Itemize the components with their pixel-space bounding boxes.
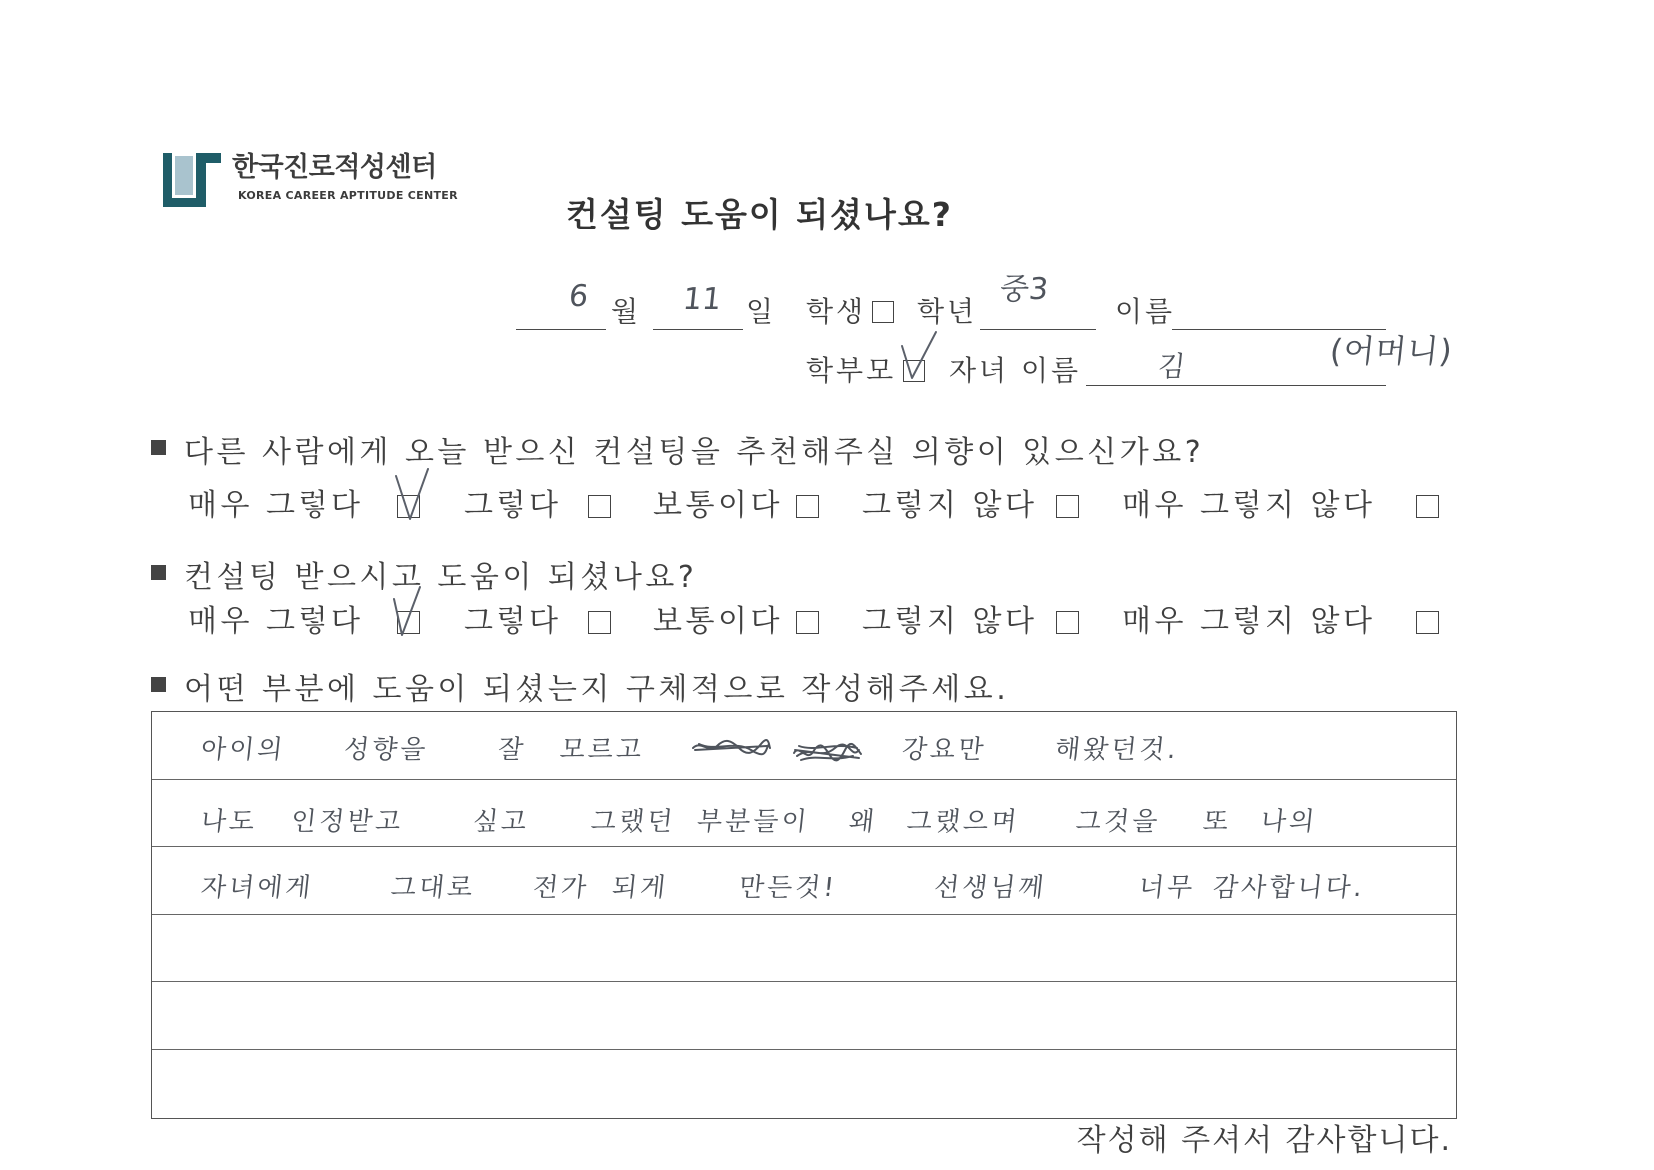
parent-checkbox[interactable] <box>903 360 925 382</box>
crossed-out-scribble <box>791 742 863 764</box>
response-line-5[interactable] <box>152 982 1456 1050</box>
child-name-label: 자녀 이름 <box>949 354 1082 387</box>
free-response-box[interactable] <box>151 711 1457 1119</box>
handwritten-word: 아이의 <box>199 735 287 765</box>
q1-agree-checkbox[interactable] <box>588 495 611 518</box>
check-mark-icon <box>388 461 438 531</box>
option-label: 그렇다 <box>464 604 562 639</box>
q1-disagree-checkbox[interactable] <box>1056 495 1079 518</box>
response-line-3[interactable] <box>152 847 1456 915</box>
center-logo-icon <box>163 153 221 207</box>
check-mark-icon <box>388 577 438 647</box>
q1-neutral-checkbox[interactable] <box>796 495 819 518</box>
q2-disagree-checkbox[interactable] <box>1056 611 1079 634</box>
handwritten-word: 나도 <box>199 806 259 837</box>
day-field[interactable] <box>653 282 743 330</box>
free-response-prompt: 어떤 부분에 도움이 되셨는지 구체적으로 작성해주세요. <box>184 672 1010 707</box>
grade-field[interactable] <box>980 272 1096 330</box>
handwritten-word: 나의 <box>1259 806 1319 837</box>
handwritten-word: 왜 <box>847 806 879 837</box>
handwritten-word: 잘 <box>496 735 528 765</box>
option-label: 매우 그렇다 <box>188 604 364 639</box>
student-label: 학생 <box>806 295 867 328</box>
handwritten-word: 되게 <box>610 873 670 903</box>
logo-name-korean: 한국진로적성센터 <box>232 152 437 183</box>
option-label: 그렇지 않다 <box>862 604 1038 639</box>
option-label: 그렇다 <box>464 488 562 523</box>
handwritten-word: 해왔던것. <box>1053 735 1181 765</box>
q1-very-agree-checkbox[interactable] <box>397 495 420 518</box>
handwritten-word: 모르고 <box>558 735 646 765</box>
handwritten-word: 인정받고 <box>289 806 406 837</box>
response-line-4[interactable] <box>152 915 1456 983</box>
question-1-text: 다른 사람에게 오늘 받으신 컨설팅을 추천해주실 의향이 있으신가요? <box>184 435 1205 470</box>
crossed-out-scribble <box>691 738 771 758</box>
day-label: 일 <box>746 295 777 328</box>
bullet-square-icon <box>151 565 166 580</box>
month-field[interactable] <box>516 279 606 330</box>
response-line-2[interactable] <box>152 780 1456 848</box>
option-label: 매우 그렇지 않다 <box>1122 488 1376 523</box>
handwritten-word: 또 <box>1201 806 1233 837</box>
handwritten-word: 성향을 <box>342 735 430 765</box>
form-title: 컨설팅 도움이 되셨나요? <box>566 195 953 234</box>
handwritten-word: 그것을 <box>1074 806 1162 837</box>
option-label: 매우 그렇다 <box>188 488 364 523</box>
handwritten-word: 부분들이 <box>695 806 812 837</box>
q2-very-agree-checkbox[interactable] <box>397 611 420 634</box>
handwritten-word: 강요만 <box>900 735 988 765</box>
month-label: 월 <box>611 295 642 328</box>
handwritten-word: 전가 <box>531 873 591 903</box>
bullet-square-icon <box>151 440 166 455</box>
question-2-text: 컨설팅 받으시고 도움이 되셨나요? <box>184 560 698 595</box>
handwritten-word: 그대로 <box>389 873 477 903</box>
check-mark-icon <box>894 326 944 396</box>
parent-label: 학부모 <box>806 354 897 387</box>
name-label: 이름 <box>1115 295 1176 328</box>
handwritten-word: 그랬으며 <box>905 806 1022 837</box>
relation-note: (어머니) <box>1328 332 1455 370</box>
response-line-1[interactable] <box>152 712 1456 780</box>
grade-value: 중3 <box>998 272 1050 307</box>
q1-very-disagree-checkbox[interactable] <box>1416 495 1439 518</box>
handwritten-word: 싶고 <box>471 806 531 837</box>
name-field[interactable] <box>1172 298 1386 330</box>
q2-agree-checkbox[interactable] <box>588 611 611 634</box>
month-value: 6 <box>567 279 590 314</box>
option-label: 매우 그렇지 않다 <box>1122 604 1376 639</box>
handwritten-word: 그랬던 <box>589 806 677 837</box>
option-label: 보통이다 <box>653 488 783 523</box>
student-checkbox[interactable] <box>872 301 894 323</box>
q2-neutral-checkbox[interactable] <box>796 611 819 634</box>
q2-very-disagree-checkbox[interactable] <box>1416 611 1439 634</box>
bullet-square-icon <box>151 677 166 692</box>
grade-label: 학년 <box>917 295 978 328</box>
handwritten-word: 너무 <box>1137 873 1197 903</box>
handwritten-word: 감사합니다. <box>1211 873 1367 903</box>
day-value: 11 <box>681 282 724 317</box>
logo-name-english: KOREA CAREER APTITUDE CENTER <box>238 189 458 202</box>
handwritten-word: 만든것! <box>737 873 839 903</box>
response-line-6[interactable] <box>152 1050 1456 1118</box>
option-label: 보통이다 <box>653 604 783 639</box>
handwritten-word: 선생님께 <box>932 873 1049 903</box>
handwritten-word: 자녀에게 <box>199 873 316 903</box>
child-name-value: 김 <box>1156 350 1187 383</box>
option-label: 그렇지 않다 <box>862 488 1038 523</box>
thank-you-note: 작성해 주셔서 감사합니다. <box>1076 1123 1452 1158</box>
